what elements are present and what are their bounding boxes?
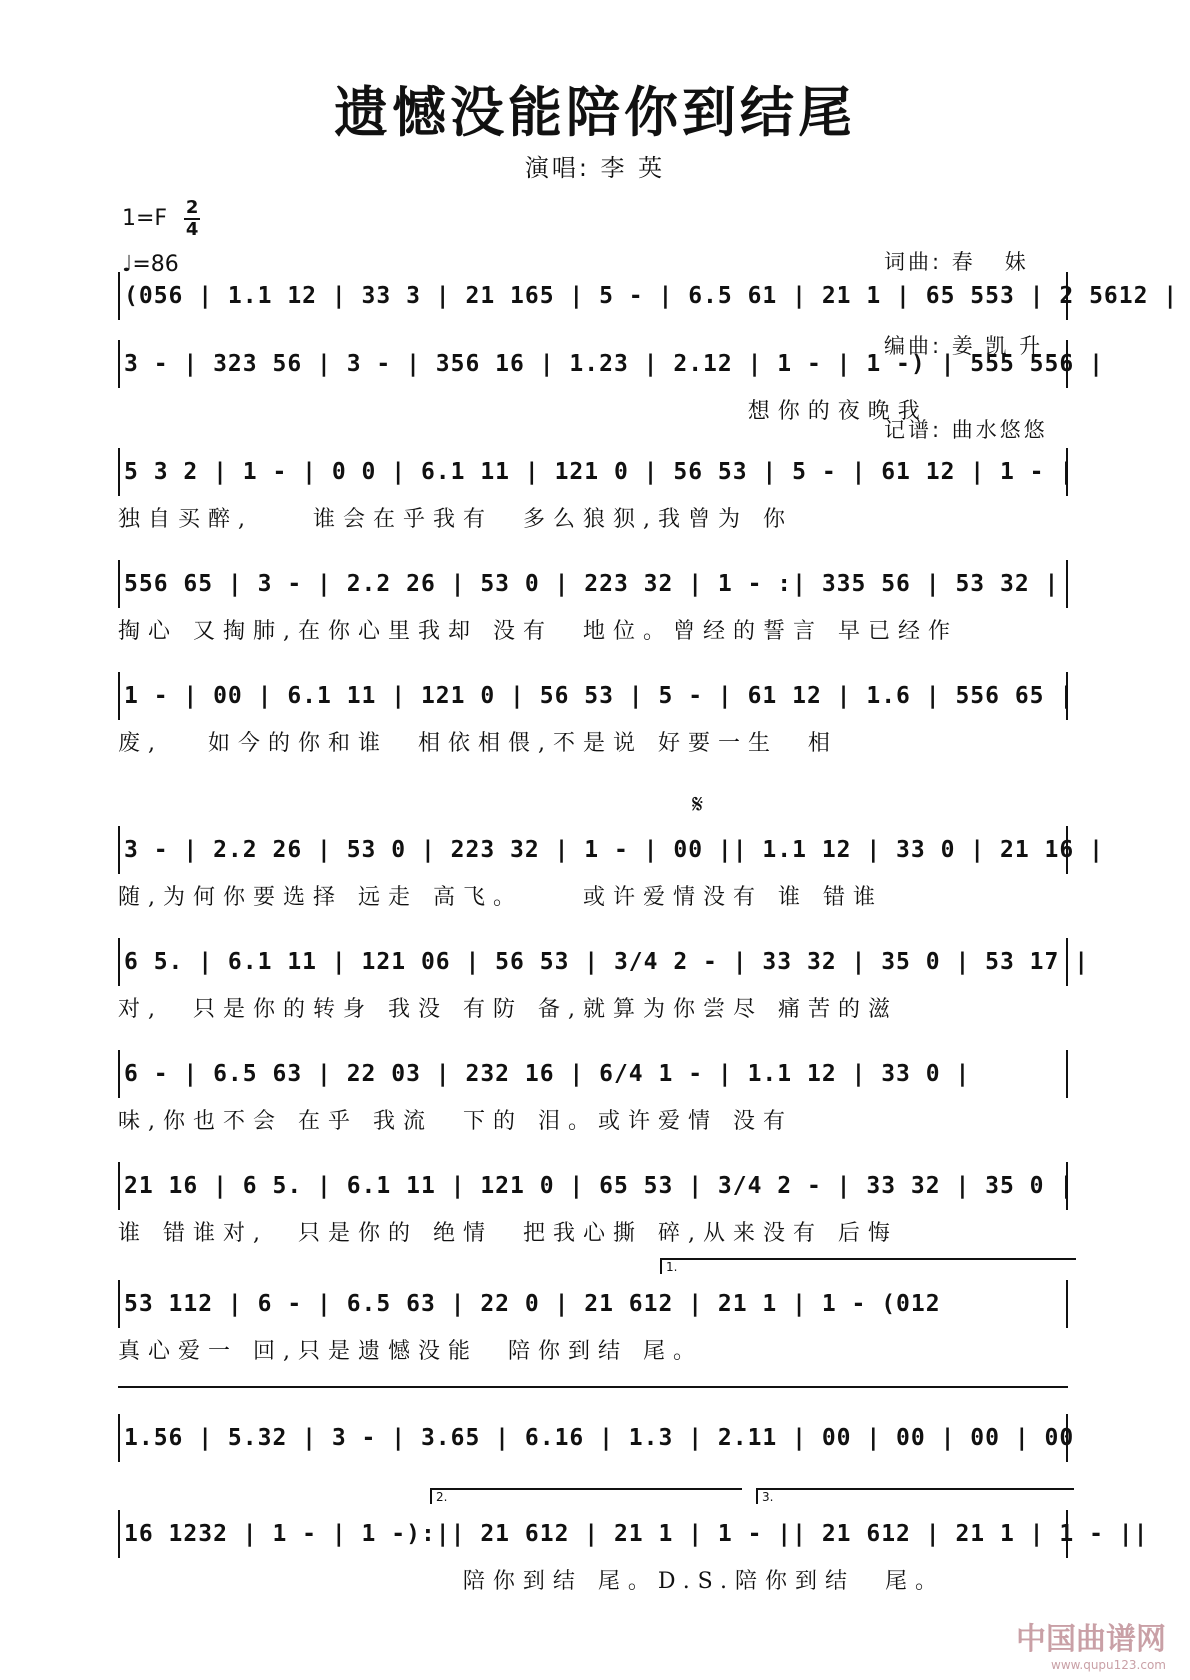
lyrics-line: 掏心 又掏肺,在你心里我却 没有 地位。曾经的誓言 早已经作 <box>118 619 958 644</box>
time-numerator: 2 <box>185 197 199 218</box>
lyrics-line: 独自买醉, 谁会在乎我有 多么狼狈,我曾为 你 <box>118 507 793 532</box>
time-signature <box>184 199 200 239</box>
score-row-5 <box>118 672 1075 757</box>
volta-bracket-3: 3. <box>756 1488 1074 1504</box>
watermark-url: www.qupu123.com <box>1051 1658 1166 1672</box>
score-row-8 <box>118 1050 1068 1135</box>
score-row-12 <box>118 1510 1149 1595</box>
notation-line: 6 5. | 6.1 11 | 121 06 | 56 53 | 3/4 2 - | 33 32 | 35 0 | 53 17 | <box>118 938 1068 986</box>
time-denominator: 4 <box>185 219 199 240</box>
section-divider <box>118 1386 1068 1388</box>
lyrics-line: 真心爱一 回,只是遗憾没能 陪你到结 尾。 <box>118 1339 703 1364</box>
notation-line: 1 - | 00 | 6.1 11 | 121 0 | 56 53 | 5 - | 61 12 | 1.6 | 556 65 | <box>118 672 1068 720</box>
singer-line: 演唱: 李 英 <box>524 154 666 182</box>
score-row-3 <box>118 448 1075 533</box>
lyrics-line: 废, 如今的你和谁 相依相偎,不是说 好要一生 相 <box>118 731 838 756</box>
notation-line: 6 - | 6.5 63 | 22 03 | 232 16 | 6/4 1 - | 1.1 12 | 33 0 | <box>118 1050 1068 1098</box>
score-row-11 <box>118 1414 1075 1462</box>
credit-lyrics-music: 词曲: 春 妹 <box>884 250 1029 274</box>
notation-line: (056 | 1.1 12 | 33 3 | 21 165 | 5 - | 6.5 61 | 21 1 | 65 553 | 2 5612 | <box>118 272 1068 320</box>
notation-line: 3 - | 2.2 26 | 53 0 | 223 32 | 1 - | 00 || 1.1 12 | 33 0 | 21 16 | <box>118 826 1068 874</box>
credits-block <box>884 192 1048 472</box>
credit-transcriber: 记谱: 曲水悠悠 <box>884 418 1048 442</box>
volta-bracket-2: 2. <box>430 1488 742 1504</box>
lyrics-line: 谁 错谁对, 只是你的 绝情 把我心撕 碎,从来没有 后悔 <box>118 1221 898 1246</box>
song-title: 遗憾没能陪你到结尾 <box>334 80 856 144</box>
score-row-7 <box>118 938 1090 1023</box>
score-row-4 <box>118 560 1068 645</box>
lyrics-line: 随,为何你要选择 远走 高飞。 或许爱情没有 谁 错谁 <box>118 885 883 910</box>
key-signature <box>122 196 200 242</box>
key-label: 1=F <box>122 206 168 231</box>
notation-line: 16 1232 | 1 - | 1 -):|| 21 612 | 21 1 | 1 - || 21 612 | 21 1 | 1 - || <box>118 1510 1068 1558</box>
volta-bracket-1: 1. <box>660 1258 1076 1274</box>
credit-arrangement: 编曲: 姜 凯 升 <box>884 334 1044 358</box>
score-row-9 <box>118 1162 1075 1247</box>
site-watermark <box>1016 1614 1166 1672</box>
notation-line: 1.56 | 5.32 | 3 - | 3.65 | 6.16 | 1.3 | 2.11 | 00 | 00 | 00 | 00 <box>118 1414 1068 1462</box>
lyrics-line: 陪你到结 尾。D.S.陪你到结 尾。 <box>118 1569 945 1594</box>
notation-line: 556 65 | 3 - | 2.2 26 | 53 0 | 223 32 | 1 - :| 335 56 | 53 32 | <box>118 560 1068 608</box>
segno-sign: 𝄋 <box>692 790 704 820</box>
score-row-6 <box>118 826 1104 911</box>
tempo-marking: ♩=86 <box>122 252 179 277</box>
score-row-1 <box>118 272 1179 326</box>
notation-line: 21 16 | 6 5. | 6.1 11 | 121 0 | 65 53 | 3/4 2 - | 33 32 | 35 0 | <box>118 1162 1068 1210</box>
lyrics-line: 想你的夜晚我 <box>118 399 928 424</box>
score-row-2 <box>118 340 1104 425</box>
notation-line: 5 3 2 | 1 - | 0 0 | 6.1 11 | 121 0 | 56 53 | 5 - | 61 12 | 1 - | <box>118 448 1068 496</box>
lyrics-line: 对, 只是你的转身 我没 有防 备,就算为你尝尽 痛苦的滋 <box>118 997 898 1022</box>
score-row-10 <box>118 1280 1068 1365</box>
lyrics-line: 味,你也不会 在乎 我流 下的 泪。或许爱情 没有 <box>118 1109 793 1134</box>
notation-line: 53 112 | 6 - | 6.5 63 | 22 0 | 21 612 | 21 1 | 1 - (012 <box>118 1280 1068 1328</box>
notation-line: 3 - | 323 56 | 3 - | 356 16 | 1.23 | 2.12 | 1 - | 1 -) | 555 556 | <box>118 340 1068 388</box>
watermark-logo: 中国曲谱网 <box>1016 1622 1166 1657</box>
